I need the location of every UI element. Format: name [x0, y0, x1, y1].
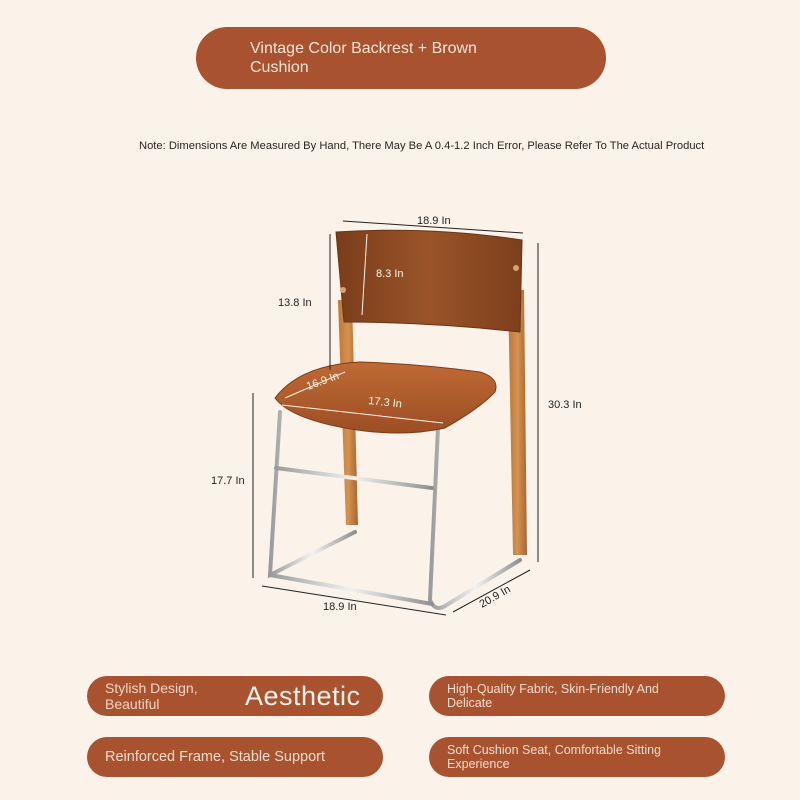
dim-seat-width: 17.3 In [367, 395, 403, 411]
dim-seat-height: 17.7 In [211, 475, 245, 487]
feature-aesthetic [87, 676, 383, 716]
title-text: Vintage Color Backrest + Brown Cushion [250, 40, 477, 76]
dim-total-height: 30.3 In [548, 399, 582, 411]
dim-top-width: 18.9 In [417, 215, 451, 227]
feature-fabric-text: High-Quality Fabric, Skin-Friendly And Delicate [447, 682, 659, 710]
feature-frame-text: Reinforced Frame, Stable Support [105, 748, 326, 765]
feature-fabric [429, 676, 725, 716]
feature-frame [87, 737, 383, 777]
feature-aesthetic-caption: Stylish Design, Beautiful [105, 680, 198, 712]
chair-metal-frame [270, 412, 520, 611]
dim-seat-depth: 16.9 In [304, 370, 341, 393]
feature-cushion [429, 737, 725, 777]
feature-aesthetic-title: Aesthetic [245, 680, 361, 711]
dim-back-height: 8.3 In [376, 268, 404, 280]
feature-cushion-text: Soft Cushion Seat, Comfortable Sitting Experience [447, 743, 662, 771]
dim-base-depth: 20.9 In [477, 583, 513, 611]
dim-back-to-seat: 13.8 In [278, 297, 312, 309]
dim-base-width: 18.9 In [323, 601, 357, 613]
measurement-note: Note: Dimensions Are Measured By Hand, There May Be A 0.4-1.2 Inch Error, Please Refer To The Actual Product [139, 140, 705, 152]
